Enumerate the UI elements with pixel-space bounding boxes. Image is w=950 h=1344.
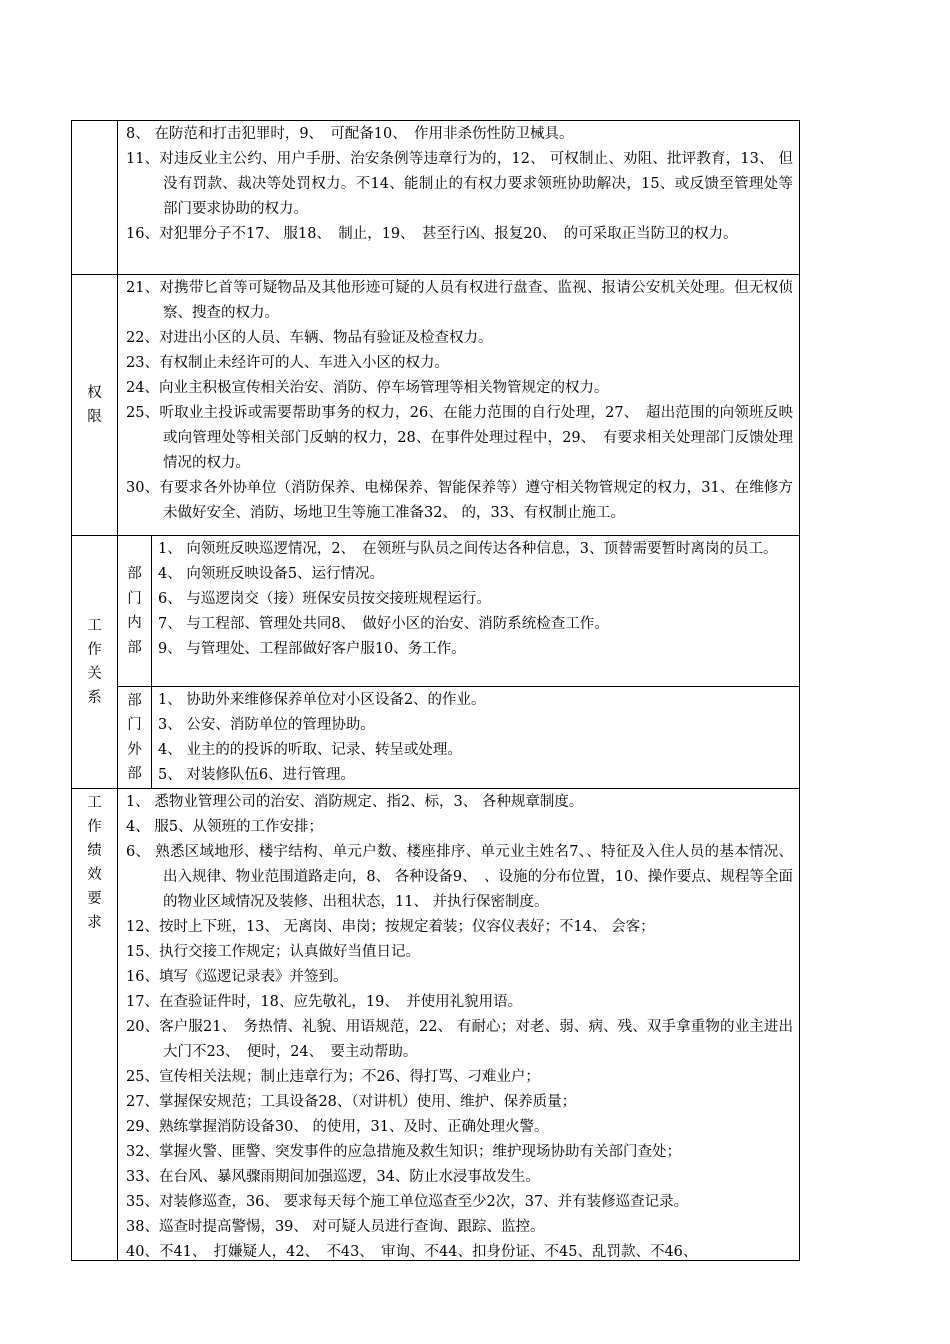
relations-internal-row bbox=[72, 536, 800, 687]
external-relation-item: 3、 公安、消防单位的管理协助。 bbox=[158, 717, 375, 733]
performance-item: 16、填写《巡逻记录表》并签到。 bbox=[126, 969, 348, 985]
performance-item: 25、宣传相关法规；制止违章行为；不26、得打骂、刁难业户； bbox=[126, 1069, 540, 1085]
rights-item: 11、对违反业主公约、用户手册、治安条例等违章行为的，12、 可权制止、劝阻、批评教育，13、 但没有罚款、裁决等处罚权力。不14、能制止的有权力要求领班协助解决，15、或反馈至管理处等部门要求协助的权力。 bbox=[126, 151, 793, 217]
job-description-table bbox=[71, 120, 800, 1261]
internal-relation-item: 7、 与工程部、管理处共同8、 做好小区的治安、消防系统检查工作。 bbox=[158, 616, 609, 632]
authority-content-cell bbox=[118, 275, 800, 536]
rights-item: 16、对犯罪分子不17、 服18、 制止，19、 甚至行凶、报复20、 的可采取正当防卫的权力。 bbox=[126, 226, 738, 242]
external-dept-label: 部 门 外 部 bbox=[118, 687, 152, 789]
performance-row bbox=[72, 789, 800, 1261]
internal-dept-label: 部 门 内 部 bbox=[118, 536, 152, 687]
external-content-cell bbox=[152, 687, 800, 789]
authority-item: 30、有要求各外协单位（消防保养、电梯保养、智能保养等）遵守相关物管规定的权力，31、在维修方未做好安全、消防、场地卫生等施工准备32、 的，33、有权制止施工。 bbox=[126, 480, 793, 521]
performance-item: 15、执行交接工作规定；认真做好当值日记。 bbox=[126, 944, 420, 960]
performance-item: 1、 悉物业管理公司的治安、消防规定、指2、标，3、 各种规章制度。 bbox=[126, 794, 584, 810]
continued-rights-row bbox=[72, 121, 800, 275]
authority-item: 22、对进出小区的人员、车辆、物品有验证及检查权力。 bbox=[126, 330, 493, 346]
performance-item: 33、在台风、暴风骤雨期间加强巡逻，34、防止水浸事故发生。 bbox=[126, 1169, 540, 1185]
performance-item: 40、不41、 打嫌疑人，42、 不43、 审询、不44、扣身份证、不45、乱罚款、不46、 bbox=[126, 1244, 698, 1260]
performance-label: 工 作 绩 效 要 求 bbox=[72, 789, 118, 1261]
performance-item: 32、掌握火警、匪警、突发事件的应急措施及救生知识；维护现场协助有关部门查处； bbox=[126, 1144, 681, 1160]
authority-item: 25、听取业主投诉或需要帮助事务的权力，26、在能力范围的自行处理，27、 超出范围的向领班反映或向管理处等相关部门反蚋的权力，28、在事件处理过程中，29、 有要求相关处理部门反馈处理情况的权力。 bbox=[126, 405, 793, 471]
authority-item: 24、向业主积极宣传相关治安、消防、停车场管理等相关物管规定的权力。 bbox=[126, 380, 609, 396]
rights-item: 8、 在防范和打击犯罪时，9、 可配备10、 作用非杀伤性防卫械具。 bbox=[126, 126, 574, 142]
continued-content-cell bbox=[118, 121, 800, 275]
internal-relation-item: 1、 向领班反映巡逻情况，2、 在领班与队员之间传达各种信息，3、顶替需要暂时离岗的员工。 bbox=[158, 541, 778, 557]
performance-item: 38、巡查时提高警惕，39、 对可疑人员进行查询、跟踪、监控。 bbox=[126, 1219, 545, 1235]
performance-content-cell bbox=[118, 789, 800, 1261]
authority-item: 23、有权制止未经许可的人、车进入小区的权力。 bbox=[126, 355, 449, 371]
authority-item: 21、对携带匕首等可疑物品及其他形迹可疑的人员有权进行盘查、监视、报请公安机关处理。但无权侦察、搜查的权力。 bbox=[126, 280, 793, 321]
performance-item: 17、在查验证件时，18、应先敬礼，19、 并使用礼貌用语。 bbox=[126, 994, 523, 1010]
external-relation-item: 4、 业主的的投诉的听取、记录、转呈或处理。 bbox=[158, 742, 462, 758]
continued-label-cell bbox=[72, 121, 118, 275]
internal-content-cell bbox=[152, 536, 800, 687]
relations-external-row bbox=[72, 687, 800, 789]
internal-relation-item: 6、 与巡逻岗交（接）班保安员按交接班规程运行。 bbox=[158, 591, 491, 607]
performance-item: 6、 熟悉区域地形、楼宇结构、单元户数、楼座排序、单元业主姓名7、、特征及入住人员的基本情况、出入规律、物业范围道路走向，8、 各种设备9、 、设施的分布位置，10、操作要点、规程等全面的物业区域情况及装修、出租状态，11、 并执行保密制度。 bbox=[126, 844, 793, 910]
internal-relation-item: 9、 与管理处、工程部做好客户服10、务工作。 bbox=[158, 641, 466, 657]
external-relation-item: 5、 对装修队伍6、进行管理。 bbox=[158, 767, 356, 783]
authority-label: 权 限 bbox=[72, 275, 118, 536]
performance-item: 35、对装修巡查，36、 要求每天每个施工单位巡查至少2次，37、并有装修巡查记录。 bbox=[126, 1194, 689, 1210]
external-relation-item: 1、 协助外来维修保养单位对小区设备2、的作业。 bbox=[158, 692, 486, 708]
internal-relation-item: 4、 向领班反映设备5、运行情况。 bbox=[158, 566, 385, 582]
relations-label: 工 作 关 系 bbox=[72, 536, 118, 789]
performance-item: 12、按时上下班，13、 无离岗、串岗；按规定着装；仪容仪表好；不14、 会客； bbox=[126, 919, 655, 935]
authority-row bbox=[72, 275, 800, 536]
performance-item: 27、掌握保安规范；工具设备28、（对讲机）使用、维护、保养质量； bbox=[126, 1094, 577, 1110]
performance-item: 29、熟练掌握消防设备30、 的使用，31、及时、正确处理火警。 bbox=[126, 1119, 549, 1135]
performance-item: 4、 服5、从领班的工作安排； bbox=[126, 819, 324, 835]
performance-item: 20、客户服21、 务热情、礼貌、用语规范，22、 有耐心；对老、弱、病、残、双手拿重物的业主进出大门不23、 便时，24、 要主动帮助。 bbox=[126, 1019, 793, 1060]
